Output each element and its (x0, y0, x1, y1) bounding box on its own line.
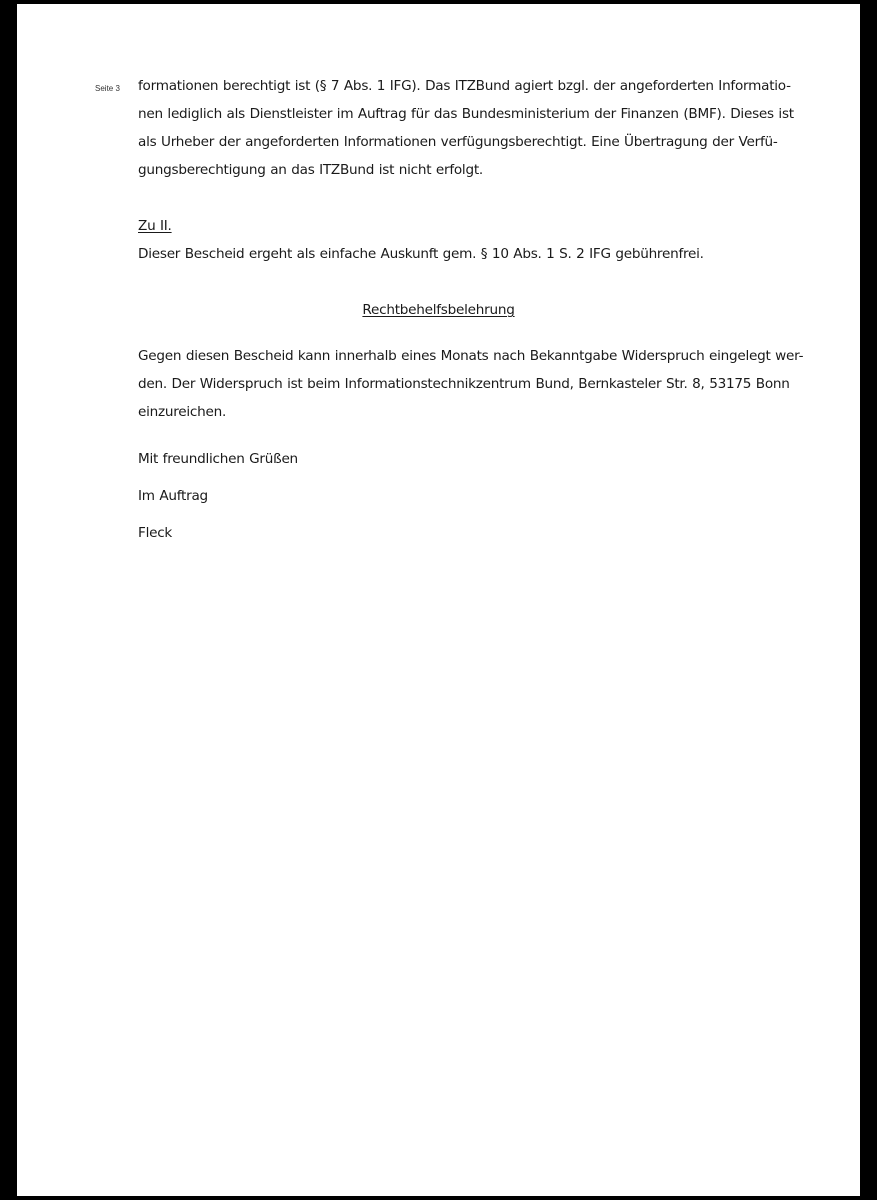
legal-notice-line: Gegen diesen Bescheid kann innerhalb eines Monats nach Bekanntgabe Widerspruch eingelegt wer- (138, 348, 804, 364)
page-number-label: Seite 3 (95, 84, 120, 93)
paragraph-line: formationen berechtigt ist (§ 7 Abs. 1 IFG). Das ITZBund agiert bzgl. der angeforderten Informatio- (138, 78, 791, 94)
legal-notice-heading: Rechtbehelfsbelehrung (362, 302, 515, 318)
signature-name: Fleck (138, 525, 173, 541)
closing-on-behalf: Im Auftrag (138, 488, 208, 504)
paragraph-line: nen lediglich als Dienstleister im Auftrag für das Bundesministerium der Finanzen (BMF). Dieses ist (138, 106, 794, 122)
legal-notice-line: einzureichen. (138, 404, 227, 420)
legal-notice-line: den. Der Widerspruch ist beim Informationstechnikzentrum Bund, Bernkasteler Str. 8, 53175 Bonn (138, 376, 790, 392)
section-ii-text: Dieser Bescheid ergeht als einfache Auskunft gem. § 10 Abs. 1 S. 2 IFG gebührenfrei. (138, 246, 704, 262)
paragraph-line: als Urheber der angeforderten Informationen verfügungsberechtigt. Eine Übertragung der Verfü- (138, 134, 778, 150)
section-ii-heading: Zu II. (138, 218, 172, 234)
closing-greeting: Mit freundlichen Grüßen (138, 451, 298, 467)
document-page (17, 4, 860, 1196)
paragraph-line: gungsberechtigung an das ITZBund ist nicht erfolgt. (138, 162, 483, 178)
